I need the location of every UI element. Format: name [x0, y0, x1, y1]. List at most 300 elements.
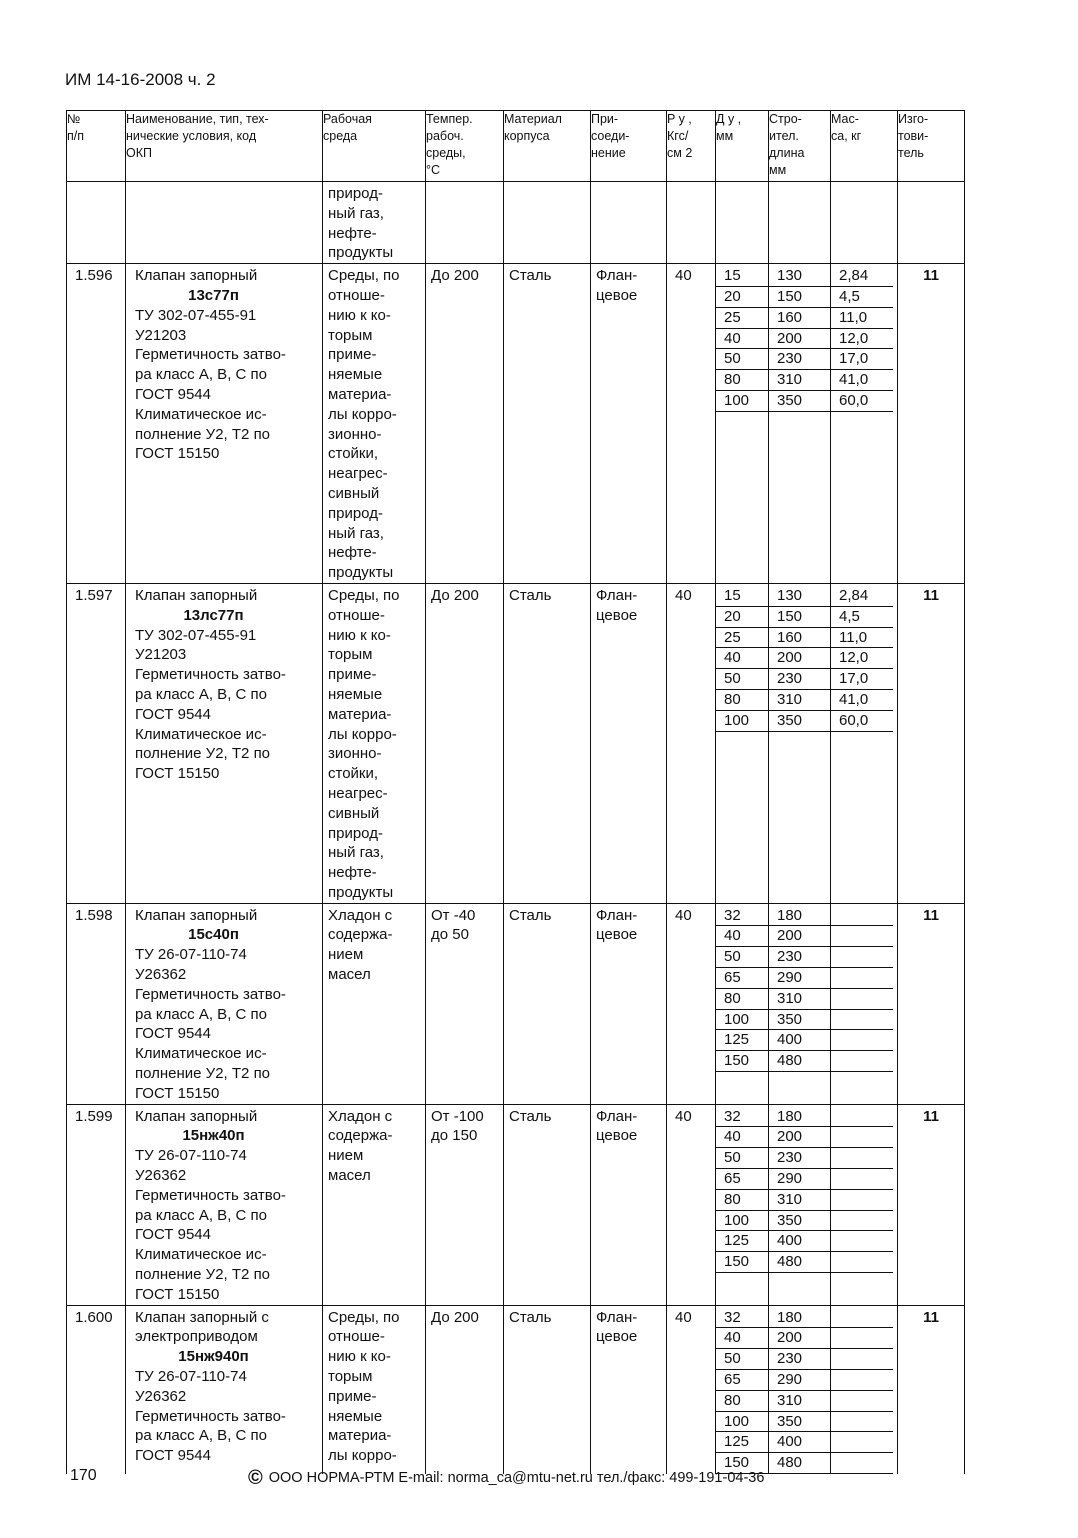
manufacturer-code: 11	[898, 583, 965, 903]
length-value: 400	[769, 1030, 830, 1051]
spec-line: ГОСТ 15150	[135, 1285, 220, 1303]
temperature-line: До 200	[431, 267, 479, 285]
mass-value	[831, 1391, 893, 1412]
length-value: 230	[769, 669, 830, 690]
dn-value: 32	[716, 1308, 768, 1329]
environment-line: нефте-	[328, 544, 377, 562]
environment-line: приме-	[328, 666, 377, 684]
mass-value	[831, 1107, 893, 1128]
dn-value: 65	[716, 968, 768, 989]
spec-line: Климатическое ис-	[135, 405, 267, 423]
mass-value: 11,0	[831, 628, 893, 649]
product-description	[126, 1104, 323, 1305]
length-value: 480	[769, 1051, 830, 1072]
temperature-line: От -100	[431, 1107, 484, 1125]
spec-line: полнение У2, Т2 по	[135, 1266, 271, 1284]
length-value: 290	[769, 968, 830, 989]
type-code: 13с77п	[188, 286, 239, 304]
length-value: 350	[769, 1211, 830, 1232]
type-code: 15нж40п	[182, 1127, 245, 1145]
body-material: Сталь	[504, 1104, 591, 1305]
dn-value: 150	[716, 1252, 768, 1273]
mass-value: 12,0	[831, 648, 893, 669]
continuation-environment	[323, 182, 426, 264]
header-line: ОКП	[126, 146, 152, 160]
dn-value: 50	[716, 947, 768, 968]
spec-line: полнение У2, Т2 по	[135, 1065, 271, 1083]
environment-line: торым	[328, 646, 373, 664]
header-line: среды,	[426, 146, 466, 160]
mass-value	[831, 1432, 893, 1453]
connection-line: Флан-	[596, 1107, 638, 1125]
mass-value: 41,0	[831, 370, 893, 391]
header-line: Темпер.	[426, 112, 473, 126]
mass-value: 17,0	[831, 349, 893, 370]
length-value: 400	[769, 1231, 830, 1252]
manufacturer-code: 11	[898, 903, 965, 1104]
mass-value	[831, 1010, 893, 1031]
spec-line: Климатическое ис-	[135, 725, 267, 743]
spec-line: ТУ 26-07-110-74	[135, 946, 247, 964]
body-material: Сталь	[504, 1305, 591, 1474]
mass-value: 4,5	[831, 607, 893, 628]
environment-line: Хладон с	[328, 1107, 393, 1125]
col-header-environment	[323, 111, 426, 182]
environment-line: природ-	[328, 504, 383, 522]
length-value: 290	[769, 1169, 830, 1190]
mass-value: 11,0	[831, 308, 893, 329]
header-line: мм	[716, 129, 734, 143]
connection-line: Флан-	[596, 1308, 638, 1326]
mass-value	[831, 1127, 893, 1148]
spec-line: У26362	[135, 1387, 187, 1405]
mass-value: 12,0	[831, 329, 893, 350]
connection-line: Флан-	[596, 586, 638, 604]
environment-line: Среды, по	[328, 267, 400, 285]
spec-line: ГОСТ 15150	[135, 445, 220, 463]
environment-line: ный газ,	[328, 844, 384, 862]
dn-list	[716, 1305, 769, 1474]
table-row	[67, 1305, 965, 1474]
header-line: №	[67, 112, 81, 126]
dn-list	[716, 583, 769, 903]
spec-line: ТУ 302-07-455-91	[135, 626, 257, 644]
mass-value	[831, 1252, 893, 1273]
spec-line: ра класс А, В, С по	[135, 1206, 267, 1224]
mass-value	[831, 968, 893, 989]
dn-value: 80	[716, 1190, 768, 1211]
spec-line: У26362	[135, 1167, 187, 1185]
dn-value: 100	[716, 391, 768, 412]
product-name-line: Клапан запорный	[135, 1107, 258, 1125]
mass-list	[831, 1104, 898, 1305]
environment-line: няемые	[328, 366, 383, 384]
mass-value	[831, 1453, 893, 1474]
type-code: 13лс77п	[183, 606, 244, 624]
header-line: нение	[591, 146, 626, 160]
connection-type	[591, 264, 667, 584]
header-line: корпуса	[504, 129, 550, 143]
length-value: 180	[769, 1308, 830, 1329]
connection-line: Флан-	[596, 267, 638, 285]
valve-spec-table	[66, 110, 965, 1474]
length-value: 310	[769, 1190, 830, 1211]
spec-line: ГОСТ 15150	[135, 1084, 220, 1102]
col-header-manufacturer	[898, 111, 965, 182]
length-value: 130	[769, 586, 830, 607]
spec-line: У21203	[135, 646, 187, 664]
continuation-row	[67, 182, 965, 264]
length-list	[769, 1305, 831, 1474]
environment-line: продукты	[328, 244, 394, 262]
body-material: Сталь	[504, 903, 591, 1104]
length-value: 310	[769, 989, 830, 1010]
environment-line: ный газ,	[328, 524, 384, 542]
dn-value: 80	[716, 989, 768, 1010]
col-header-temperature	[426, 111, 504, 182]
dn-value: 100	[716, 1211, 768, 1232]
dn-value: 50	[716, 1148, 768, 1169]
environment-line: природ-	[328, 824, 383, 842]
length-value: 150	[769, 287, 830, 308]
dn-value: 150	[716, 1453, 768, 1474]
body-material: Сталь	[504, 264, 591, 584]
dn-value: 100	[716, 711, 768, 732]
header-line: соеди-	[591, 129, 630, 143]
product-name-line: Клапан запорный	[135, 906, 258, 924]
length-value: 150	[769, 607, 830, 628]
temperature-line: До 200	[431, 586, 479, 604]
mass-list	[831, 903, 898, 1104]
dn-value: 40	[716, 926, 768, 947]
dn-value: 150	[716, 1051, 768, 1072]
length-value: 350	[769, 391, 830, 412]
length-value: 160	[769, 628, 830, 649]
environment-line: нию к ко-	[328, 1348, 391, 1366]
mass-list	[831, 1305, 898, 1474]
environment-line: торым	[328, 1368, 373, 1386]
col-header-mass	[831, 111, 898, 182]
environment-line: зионно-	[328, 745, 382, 763]
mass-value	[831, 1349, 893, 1370]
connection-line: цевое	[596, 606, 638, 624]
dn-value: 50	[716, 349, 768, 370]
connection-type	[591, 583, 667, 903]
length-value: 180	[769, 1107, 830, 1128]
environment-line: нию к ко-	[328, 306, 391, 324]
copyright-icon: ©	[248, 1467, 263, 1489]
length-value: 230	[769, 349, 830, 370]
body-material: Сталь	[504, 583, 591, 903]
length-value: 200	[769, 648, 830, 669]
temperature-line: до 50	[431, 926, 469, 944]
environment-line: отноше-	[328, 606, 385, 624]
mass-value	[831, 1169, 893, 1190]
header-line: °С	[426, 163, 441, 177]
environment-line: содержа-	[328, 926, 393, 944]
table-row	[67, 1104, 965, 1305]
spec-line: полнение У2, Т2 по	[135, 745, 271, 763]
environment-line: приме-	[328, 1387, 377, 1405]
length-value: 130	[769, 266, 830, 287]
environment-line: Хладон с	[328, 906, 393, 924]
mass-value: 41,0	[831, 690, 893, 711]
environment-line: лы корро-	[328, 725, 397, 743]
environment-line: материа-	[328, 705, 392, 723]
environment-line: стойки,	[328, 445, 379, 463]
type-code: 15нж940п	[178, 1348, 249, 1366]
copyright-text: ООО НОРМА-РТМ E-mail: norma_ca@mtu-net.ru тел./факс: 499-191-04-36	[268, 1470, 765, 1486]
working-environment	[323, 264, 426, 584]
length-value: 350	[769, 1010, 830, 1031]
mass-value	[831, 1231, 893, 1252]
product-description	[126, 1305, 323, 1474]
environment-line: неагрес-	[328, 784, 388, 802]
header-line: п/п	[67, 129, 85, 143]
header-line: Материал	[504, 112, 562, 126]
dn-value: 65	[716, 1169, 768, 1190]
connection-type	[591, 1104, 667, 1305]
length-value: 160	[769, 308, 830, 329]
dn-value: 50	[716, 1349, 768, 1370]
spec-line: У21203	[135, 326, 187, 344]
dn-value: 125	[716, 1231, 768, 1252]
working-environment	[323, 583, 426, 903]
length-value: 310	[769, 370, 830, 391]
environment-line: сивный	[328, 804, 380, 822]
product-description	[126, 903, 323, 1104]
row-number: 1.598	[67, 903, 126, 1104]
temperature	[426, 1104, 504, 1305]
environment-line: няемые	[328, 685, 383, 703]
dn-value: 25	[716, 628, 768, 649]
header-line: Кгс/	[667, 129, 689, 143]
nominal-pressure: 40	[667, 903, 716, 1104]
spec-line: ТУ 302-07-455-91	[135, 306, 257, 324]
dn-value: 40	[716, 1328, 768, 1349]
col-header-dn	[716, 111, 769, 182]
mass-value	[831, 1051, 893, 1072]
copyright-line	[248, 1467, 764, 1490]
environment-line: зионно-	[328, 425, 382, 443]
environment-line: приме-	[328, 346, 377, 364]
spec-line: ГОСТ 9544	[135, 1447, 211, 1465]
temperature	[426, 903, 504, 1104]
temperature	[426, 583, 504, 903]
dn-value: 25	[716, 308, 768, 329]
connection-line: цевое	[596, 1328, 638, 1346]
environment-line: материа-	[328, 385, 392, 403]
environment-line: няемые	[328, 1407, 383, 1425]
dn-value: 20	[716, 287, 768, 308]
environment-line: Среды, по	[328, 586, 400, 604]
manufacturer-code: 11	[898, 1104, 965, 1305]
environment-line: масел	[328, 1167, 371, 1185]
dn-list	[716, 903, 769, 1104]
col-header-name	[126, 111, 323, 182]
row-number: 1.600	[67, 1305, 126, 1474]
table-row	[67, 583, 965, 903]
environment-line: продукты	[328, 883, 394, 901]
dn-value: 15	[716, 586, 768, 607]
working-environment	[323, 903, 426, 1104]
spec-line: ГОСТ 9544	[135, 705, 211, 723]
spec-line: ТУ 26-07-110-74	[135, 1147, 247, 1165]
row-number: 1.597	[67, 583, 126, 903]
header-line: Стро-	[769, 112, 802, 126]
header-line: При-	[591, 112, 619, 126]
header-line: Д у ,	[716, 112, 742, 126]
mass-value: 4,5	[831, 287, 893, 308]
environment-line: масел	[328, 966, 371, 984]
length-list	[769, 583, 831, 903]
mass-value	[831, 947, 893, 968]
mass-value	[831, 1148, 893, 1169]
header-line: ител.	[769, 129, 799, 143]
length-list	[769, 1104, 831, 1305]
mass-value	[831, 1190, 893, 1211]
dn-list	[716, 1104, 769, 1305]
dn-value: 65	[716, 1370, 768, 1391]
spec-line: ГОСТ 9544	[135, 1226, 211, 1244]
col-header-pressure	[667, 111, 716, 182]
header-line: среда	[323, 129, 358, 143]
environment-line: материа-	[328, 1427, 392, 1445]
header-line: нические условия, код	[126, 129, 257, 143]
table-header-row	[67, 111, 965, 182]
header-line: P у ,	[667, 112, 692, 126]
spec-line: У26362	[135, 966, 187, 984]
length-value: 310	[769, 1391, 830, 1412]
length-list	[769, 903, 831, 1104]
row-number: 1.596	[67, 264, 126, 584]
col-header-material	[504, 111, 591, 182]
dn-value: 32	[716, 906, 768, 927]
length-value: 350	[769, 1412, 830, 1433]
col-header-length	[769, 111, 831, 182]
header-line: тель	[898, 146, 924, 160]
page-number: 170	[70, 1467, 97, 1484]
connection-type	[591, 903, 667, 1104]
length-value: 480	[769, 1252, 830, 1273]
spec-line: Герметичность затво-	[135, 346, 286, 364]
spec-line: Климатическое ис-	[135, 1246, 267, 1264]
dn-value: 80	[716, 370, 768, 391]
table-row	[67, 264, 965, 584]
product-name-line: Клапан запорный с	[135, 1308, 269, 1326]
spec-line: Герметичность затво-	[135, 1186, 286, 1204]
length-value: 230	[769, 947, 830, 968]
length-value: 480	[769, 1453, 830, 1474]
dn-value: 80	[716, 690, 768, 711]
mass-value: 2,84	[831, 266, 893, 287]
environment-line: лы корро-	[328, 1447, 397, 1465]
connection-line: цевое	[596, 1127, 638, 1145]
dn-list	[716, 264, 769, 584]
product-name-line: Клапан запорный	[135, 586, 258, 604]
header-line: см 2	[667, 146, 693, 160]
product-description	[126, 583, 323, 903]
temperature	[426, 264, 504, 584]
manufacturer-code: 11	[898, 1305, 965, 1474]
connection-line: Флан-	[596, 906, 638, 924]
header-line: рабоч.	[426, 129, 464, 143]
col-header-connection	[591, 111, 667, 182]
col-header-no	[67, 111, 126, 182]
temperature-line: до 150	[431, 1127, 478, 1145]
spec-line: Герметичность затво-	[135, 1407, 286, 1425]
length-value: 290	[769, 1370, 830, 1391]
header-line: тови-	[898, 129, 929, 143]
environment-line: лы корро-	[328, 405, 397, 423]
document-id: ИМ 14-16-2008 ч. 2	[65, 70, 216, 89]
environment-line: нефте-	[328, 864, 377, 882]
mass-value	[831, 1370, 893, 1391]
connection-line: цевое	[596, 926, 638, 944]
product-name-line: электроприводом	[135, 1328, 258, 1346]
spec-line: ГОСТ 15150	[135, 765, 220, 783]
mass-list	[831, 264, 898, 584]
length-value: 200	[769, 926, 830, 947]
length-value: 200	[769, 1328, 830, 1349]
spec-line: Герметичность затво-	[135, 985, 286, 1003]
nominal-pressure: 40	[667, 583, 716, 903]
mass-value: 17,0	[831, 669, 893, 690]
environment-line: неагрес-	[328, 465, 388, 483]
environment-line: нефте-	[328, 224, 377, 242]
temperature	[426, 1305, 504, 1474]
mass-value: 2,84	[831, 586, 893, 607]
header-line: длина	[769, 146, 805, 160]
nominal-pressure: 40	[667, 1104, 716, 1305]
spec-line: ра класс А, В, С по	[135, 366, 267, 384]
mass-list	[831, 583, 898, 903]
spec-line: ра класс А, В, С по	[135, 1427, 267, 1445]
header-line: Мас-	[831, 112, 859, 126]
dn-value: 100	[716, 1010, 768, 1031]
length-value: 230	[769, 1349, 830, 1370]
length-value: 310	[769, 690, 830, 711]
length-value: 180	[769, 906, 830, 927]
mass-value	[831, 1308, 893, 1329]
environment-line: стойки,	[328, 765, 379, 783]
environment-line: содержа-	[328, 1127, 393, 1145]
dn-value: 20	[716, 607, 768, 628]
mass-value	[831, 1412, 893, 1433]
spec-line: ра класс А, В, С по	[135, 685, 267, 703]
length-value: 400	[769, 1432, 830, 1453]
connection-type	[591, 1305, 667, 1474]
environment-line: нием	[328, 946, 364, 964]
working-environment	[323, 1104, 426, 1305]
length-list	[769, 264, 831, 584]
environment-line: отноше-	[328, 1328, 385, 1346]
dn-value: 40	[716, 329, 768, 350]
temperature-line: До 200	[431, 1308, 479, 1326]
length-value: 230	[769, 1148, 830, 1169]
type-code: 15с40п	[188, 926, 239, 944]
connection-line: цевое	[596, 286, 638, 304]
spec-line: полнение У2, Т2 по	[135, 425, 271, 443]
mass-value	[831, 906, 893, 927]
environment-line: природ-	[328, 185, 383, 202]
product-name-line: Клапан запорный	[135, 267, 258, 285]
header-line: мм	[769, 163, 787, 177]
spec-line: ТУ 26-07-110-74	[135, 1368, 247, 1386]
dn-value: 40	[716, 1127, 768, 1148]
environment-line: нием	[328, 1147, 364, 1165]
nominal-pressure: 40	[667, 1305, 716, 1474]
